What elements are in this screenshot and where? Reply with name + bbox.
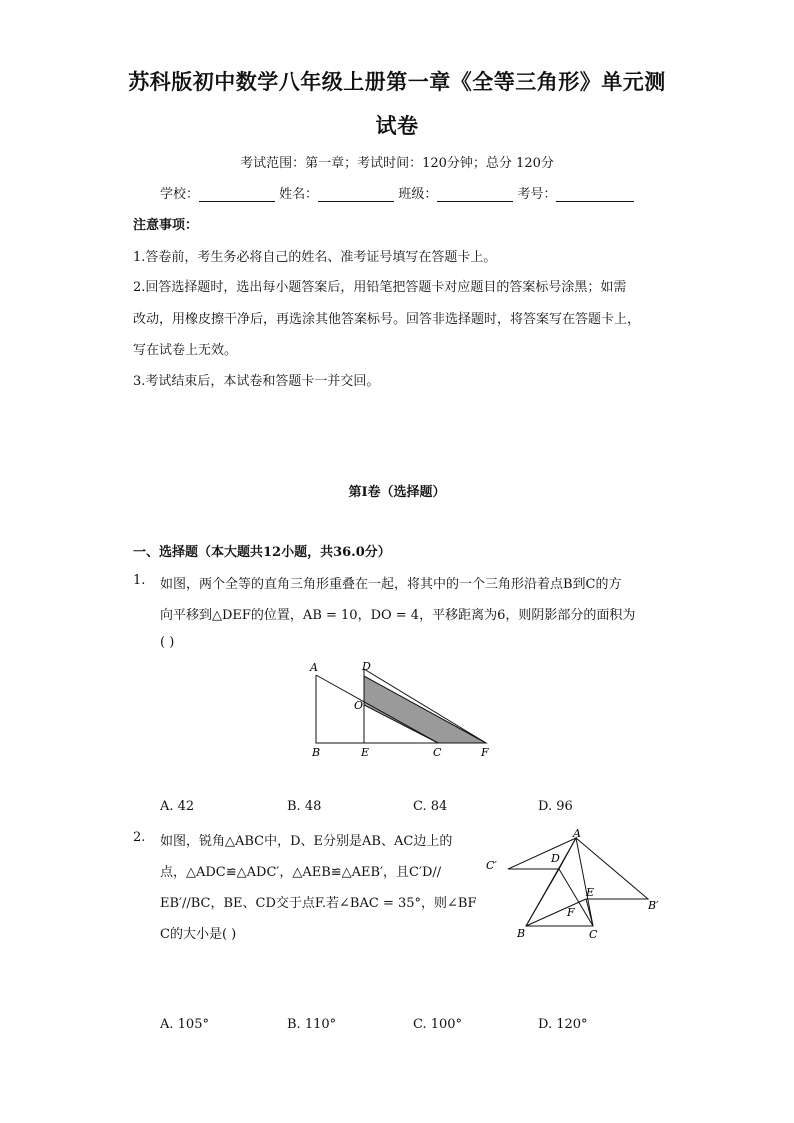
class-blank[interactable] [437,187,513,202]
number-blank[interactable] [556,187,634,202]
q1-label-c: C [433,746,442,759]
name-label: 姓名： [279,187,319,202]
q1-option-b[interactable]: B. 48 [287,799,322,814]
q1-label-e: E [361,746,370,759]
q1-line3: ( ) [160,635,175,650]
q2-option-a[interactable]: A. 105° [160,1017,209,1032]
page-title-line1: 苏科版初中数学八年级上册第一章《全等三角形》单元测 [128,69,666,94]
q1-label-o: O [354,699,364,712]
q2-label-c: C [589,928,598,941]
class-label: 班级： [398,187,438,202]
school-label: 学校： [160,187,200,202]
q2-triangle-adc1 [508,838,576,869]
notice-item-2-line1: 2.回答选择题时，选出每小题答案后，用铅笔把答题卡对应题目的答案标号涂黑；如需 [133,280,627,295]
notice-item-1: 1.答卷前，考生务必将自己的姓名、准考证号填写在答题卡上。 [133,250,497,265]
q2-option-d[interactable]: D. 120° [538,1017,588,1032]
q1-label-d: D [362,660,371,673]
q2-label-a: A [573,827,581,840]
q2-label-e: E [586,886,595,899]
school-blank[interactable] [199,187,275,202]
q2-line2: 点，△ADC≌△ADC′，△AEB≌△AEB′，且C′D// [160,865,442,880]
notice-item-2-line3: 写在试卷上无效。 [133,343,238,358]
q2-line1: 如图，锐角△ABC中，D、E分别是AB、AC边上的 [160,834,453,849]
q2-label-c-prime: C′ [486,859,497,872]
q2-line3: EB′//BC，BE、CD交于点F.若∠BAC = 35°，则∠BF [160,896,477,911]
q1-number: 1. [133,573,146,588]
q1-option-d[interactable]: D. 96 [538,799,573,814]
q2-segment-bd [526,869,559,926]
info-fields [160,183,634,202]
q1-option-c[interactable]: C. 84 [413,799,448,814]
q2-line4: C的大小是( ) [160,927,237,942]
page-title-line2: 试卷 [375,113,419,138]
q1-label-f: F [481,746,489,759]
exam-info: 考试范围：第一章；考试时间：120分钟；总分 120分 [240,156,554,171]
q1-line2: 向平移到△DEF的位置，AB = 10，DO = 4，平移距离为6，则阴影部分的面积为 [160,608,636,623]
q1-line1: 如图，两个全等的直角三角形重叠在一起，将其中的一个三角形沿着点B到C的方 [160,577,622,592]
q2-segment-be [526,899,586,926]
notice-item-3: 3.考试结束后，本试卷和答题卡一并交回。 [133,374,380,389]
q1-label-b: B [312,746,321,759]
notice-heading: 注意事项： [133,218,199,233]
q2-number: 2. [133,830,146,845]
notice-item-2-line2: 改动，用橡皮擦干净后，再选涂其他答案标号。回答非选择题时，将答案写在答题卡上， [133,312,641,327]
q2-label-d: D [551,852,560,865]
q1-option-a[interactable]: A. 42 [160,799,195,814]
q1-figure [300,655,500,763]
number-label: 考号： [517,187,557,202]
section-title: 一、选择题（本大题共12小题，共36.0分） [133,545,391,560]
q2-label-b: B [517,927,526,940]
q2-option-b[interactable]: B. 110° [287,1017,337,1032]
q2-segment-ce [586,899,593,926]
q2-label-f: F [567,906,575,919]
part-title: 第Ⅰ卷（选择题） [348,485,446,500]
name-blank[interactable] [318,187,394,202]
q2-label-b-prime: B′ [648,899,659,912]
q2-figure [483,825,673,945]
q1-label-a: A [310,661,318,674]
q2-option-c[interactable]: C. 100° [413,1017,463,1032]
